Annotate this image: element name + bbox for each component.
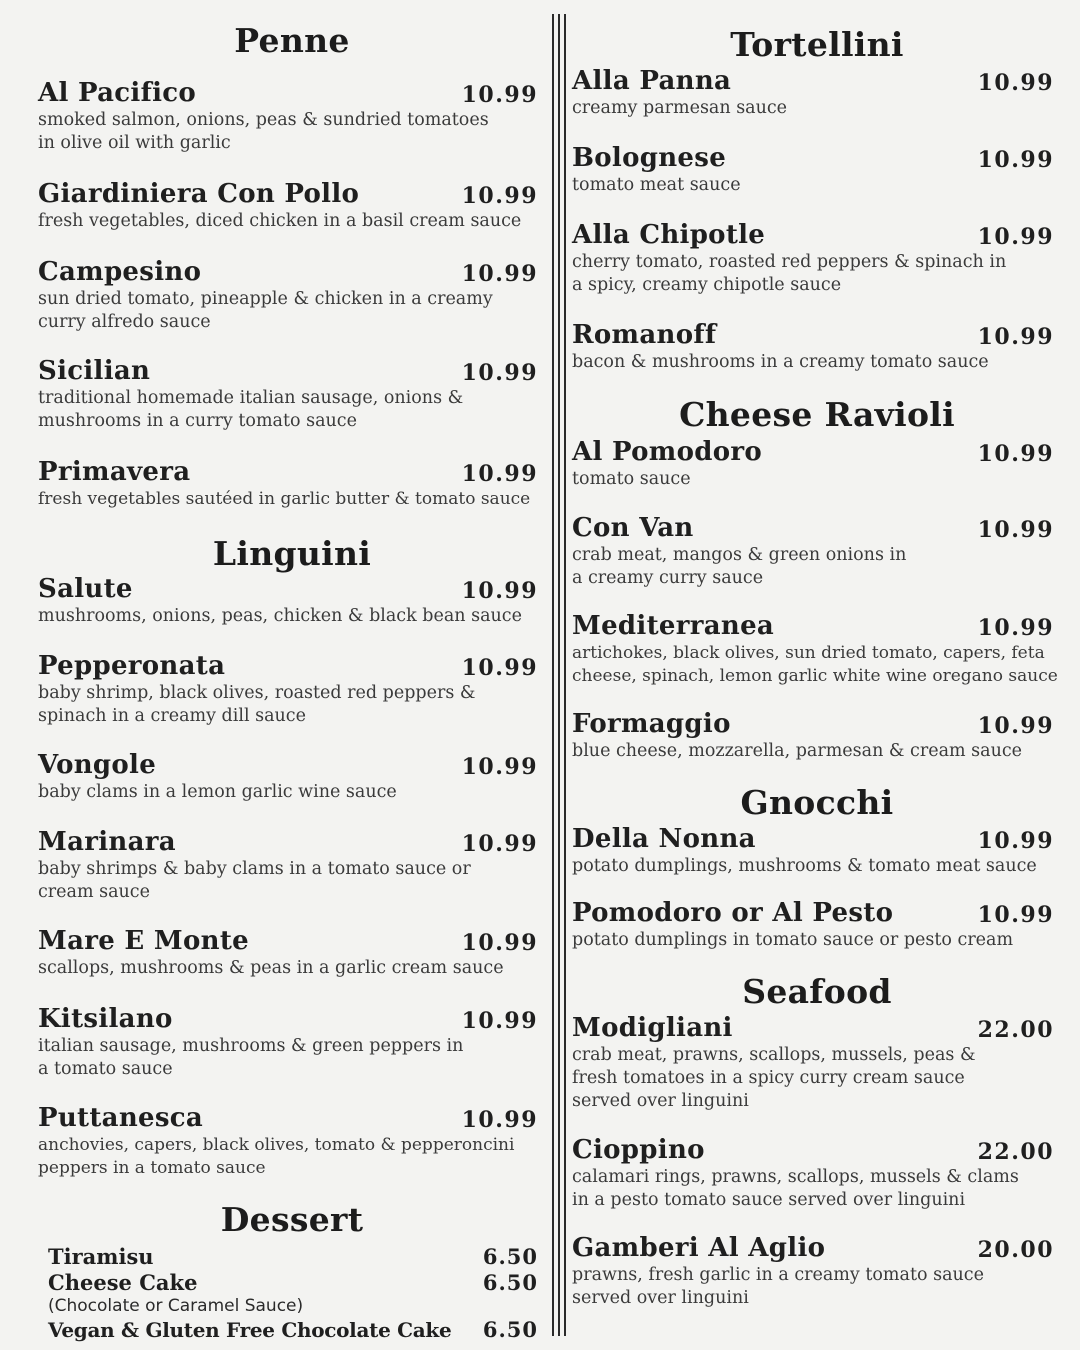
- item-name: Primavera: [38, 457, 191, 487]
- menu-item: [572, 1233, 1062, 1310]
- item-name: Vongole: [38, 750, 157, 780]
- item-description: creamy parmesan sauce: [572, 98, 788, 118]
- item-name: Alla Chipotle: [572, 220, 766, 250]
- item-name: Vegan & Gluten Free Chocolate Cake: [48, 1318, 452, 1342]
- menu-item: [38, 78, 546, 155]
- item-price: 10.99: [977, 828, 1054, 854]
- menu-item: [38, 1004, 546, 1081]
- menu-item: [572, 143, 1062, 197]
- menu-item: [572, 66, 1062, 120]
- section-title-seafood: Seafood: [742, 972, 892, 1011]
- item-name: Romanoff: [572, 320, 717, 350]
- item-name: Cioppino: [572, 1135, 705, 1165]
- item-price: 10.99: [977, 713, 1054, 739]
- item-price: 10.99: [461, 261, 538, 287]
- section-title-cheese-ravioli: Cheese Ravioli: [679, 395, 955, 434]
- item-name: Giardiniera Con Pollo: [38, 179, 360, 209]
- menu-item: [38, 651, 546, 728]
- item-description: fresh vegetables sautéed in garlic butter & tomato sauce: [38, 489, 531, 509]
- item-name: Mare E Monte: [38, 926, 249, 956]
- item-price: 10.99: [461, 930, 538, 956]
- item-description: potato dumplings, mushrooms & tomato meat sauce: [572, 856, 1037, 876]
- item-name: Al Pacifico: [38, 78, 197, 108]
- item-description: crab meat, mangos & green onions in a creamy curry sauce: [572, 545, 907, 588]
- item-description: smoked salmon, onions, peas & sundried tomatoes in olive oil with garlic: [38, 110, 489, 153]
- item-price: 10.99: [461, 578, 538, 604]
- dessert-note: (Chocolate or Caramel Sauce): [48, 1296, 304, 1316]
- menu-item: [572, 898, 1062, 952]
- item-name: Sicilian: [38, 356, 151, 386]
- item-description: prawns, fresh garlic in a creamy tomato sauce served over linguini: [572, 1265, 984, 1308]
- item-name: Pepperonata: [38, 651, 226, 681]
- dessert-item: [48, 1243, 538, 1271]
- item-name: Salute: [38, 574, 133, 604]
- menu-item: [38, 356, 546, 433]
- menu-item: [38, 1103, 546, 1180]
- item-name: Alla Panna: [572, 66, 732, 96]
- item-name: Cheese Cake: [48, 1270, 198, 1295]
- item-name: Modigliani: [572, 1013, 733, 1043]
- menu-item: [38, 750, 546, 804]
- item-price: 10.99: [461, 1107, 538, 1133]
- item-name: Con Van: [572, 513, 694, 543]
- item-price: 10.99: [977, 902, 1054, 928]
- item-name: Puttanesca: [38, 1103, 204, 1133]
- menu-item: [572, 1013, 1062, 1113]
- item-price: 10.99: [977, 324, 1054, 350]
- item-name: Gamberi Al Aglio: [572, 1233, 826, 1263]
- menu-item: [38, 827, 546, 904]
- menu-item: [572, 513, 1062, 590]
- item-price: 10.99: [977, 224, 1054, 250]
- menu-item: [572, 1135, 1062, 1212]
- menu-item: [38, 926, 546, 980]
- dessert-item: [48, 1269, 538, 1297]
- item-price: 10.99: [977, 70, 1054, 96]
- item-price: 6.50: [482, 1244, 538, 1269]
- menu-item: [572, 709, 1062, 763]
- item-description: cherry tomato, roasted red peppers & spinach in a spicy, creamy chipotle sauce: [572, 252, 1007, 295]
- item-price: 6.50: [482, 1317, 538, 1342]
- item-name: Pomodoro or Al Pesto: [572, 898, 894, 928]
- item-name: Tiramisu: [48, 1244, 154, 1269]
- item-price: 10.99: [461, 1008, 538, 1034]
- item-price: 10.99: [461, 360, 538, 386]
- item-price: 10.99: [977, 517, 1054, 543]
- section-title-dessert: Dessert: [220, 1200, 364, 1239]
- item-description: sun dried tomato, pineapple & chicken in a creamy curry alfredo sauce: [38, 289, 493, 332]
- item-price: 10.99: [977, 441, 1054, 467]
- item-description: scallops, mushrooms & peas in a garlic cream sauce: [38, 958, 504, 978]
- item-description: potato dumplings in tomato sauce or pesto cream: [572, 930, 1014, 950]
- item-price: 10.99: [977, 615, 1054, 641]
- item-price: 10.99: [461, 461, 538, 487]
- section-title-linguini: Linguini: [212, 534, 372, 573]
- menu-item: [38, 179, 546, 233]
- item-price: 6.50: [482, 1270, 538, 1295]
- item-description: anchovies, capers, black olives, tomato & pepperoncini peppers in a tomato sauce: [38, 1135, 515, 1178]
- item-price: 10.99: [977, 147, 1054, 173]
- item-description: baby clams in a lemon garlic wine sauce: [38, 782, 397, 802]
- item-name: Mediterranea: [572, 611, 775, 641]
- section-title-tortellini: Tortellini: [730, 25, 904, 64]
- section-title-penne: Penne: [234, 21, 350, 60]
- column-divider-line: [564, 14, 566, 1336]
- item-description: crab meat, prawns, scallops, mussels, peas & fresh tomatoes in a spicy curry cream sauce served over linguini: [572, 1045, 976, 1111]
- item-name: Bolognese: [572, 143, 727, 173]
- item-price: 22.00: [977, 1139, 1054, 1165]
- item-price: 10.99: [461, 831, 538, 857]
- item-description: mushrooms, onions, peas, chicken & black bean sauce: [38, 606, 522, 626]
- section-title-gnocchi: Gnocchi: [740, 783, 894, 822]
- menu-item: [38, 457, 546, 511]
- item-description: artichokes, black olives, sun dried tomato, capers, feta cheese, spinach, lemon garlic white wine oregano sauce: [572, 643, 1058, 686]
- item-description: tomato sauce: [572, 469, 691, 489]
- menu-item: [572, 824, 1062, 878]
- column-divider-line: [558, 14, 560, 1336]
- item-description: bacon & mushrooms in a creamy tomato sauce: [572, 352, 989, 372]
- menu-item: [572, 437, 1062, 491]
- item-name: Al Pomodoro: [572, 437, 763, 467]
- item-name: Formaggio: [572, 709, 731, 739]
- item-description: traditional homemade italian sausage, onions & mushrooms in a curry tomato sauce: [38, 388, 464, 431]
- menu-item: [572, 320, 1062, 374]
- item-name: Campesino: [38, 257, 202, 287]
- item-price: 10.99: [461, 82, 538, 108]
- item-price: 10.99: [461, 183, 538, 209]
- item-description: tomato meat sauce: [572, 175, 741, 195]
- item-description: baby shrimps & baby clams in a tomato sauce or cream sauce: [38, 859, 471, 902]
- item-description: calamari rings, prawns, scallops, mussels & clams in a pesto tomato sauce served over linguini: [572, 1167, 1019, 1210]
- column-divider-line: [552, 14, 554, 1336]
- menu-item: [572, 220, 1062, 297]
- item-description: baby shrimp, black olives, roasted red peppers & spinach in a creamy dill sauce: [38, 683, 476, 726]
- dessert-item: [48, 1316, 538, 1344]
- item-name: Kitsilano: [38, 1004, 173, 1034]
- menu-item: [38, 574, 546, 628]
- item-price: 10.99: [461, 754, 538, 780]
- item-price: 22.00: [977, 1017, 1054, 1043]
- item-description: italian sausage, mushrooms & green peppers in a tomato sauce: [38, 1036, 464, 1079]
- item-name: Della Nonna: [572, 824, 756, 854]
- item-description: blue cheese, mozzarella, parmesan & cream sauce: [572, 741, 1023, 761]
- item-name: Marinara: [38, 827, 176, 857]
- menu-item: [38, 257, 546, 334]
- item-price: 20.00: [977, 1237, 1054, 1263]
- menu-item: [572, 611, 1062, 688]
- item-price: 10.99: [461, 655, 538, 681]
- item-description: fresh vegetables, diced chicken in a basil cream sauce: [38, 211, 522, 231]
